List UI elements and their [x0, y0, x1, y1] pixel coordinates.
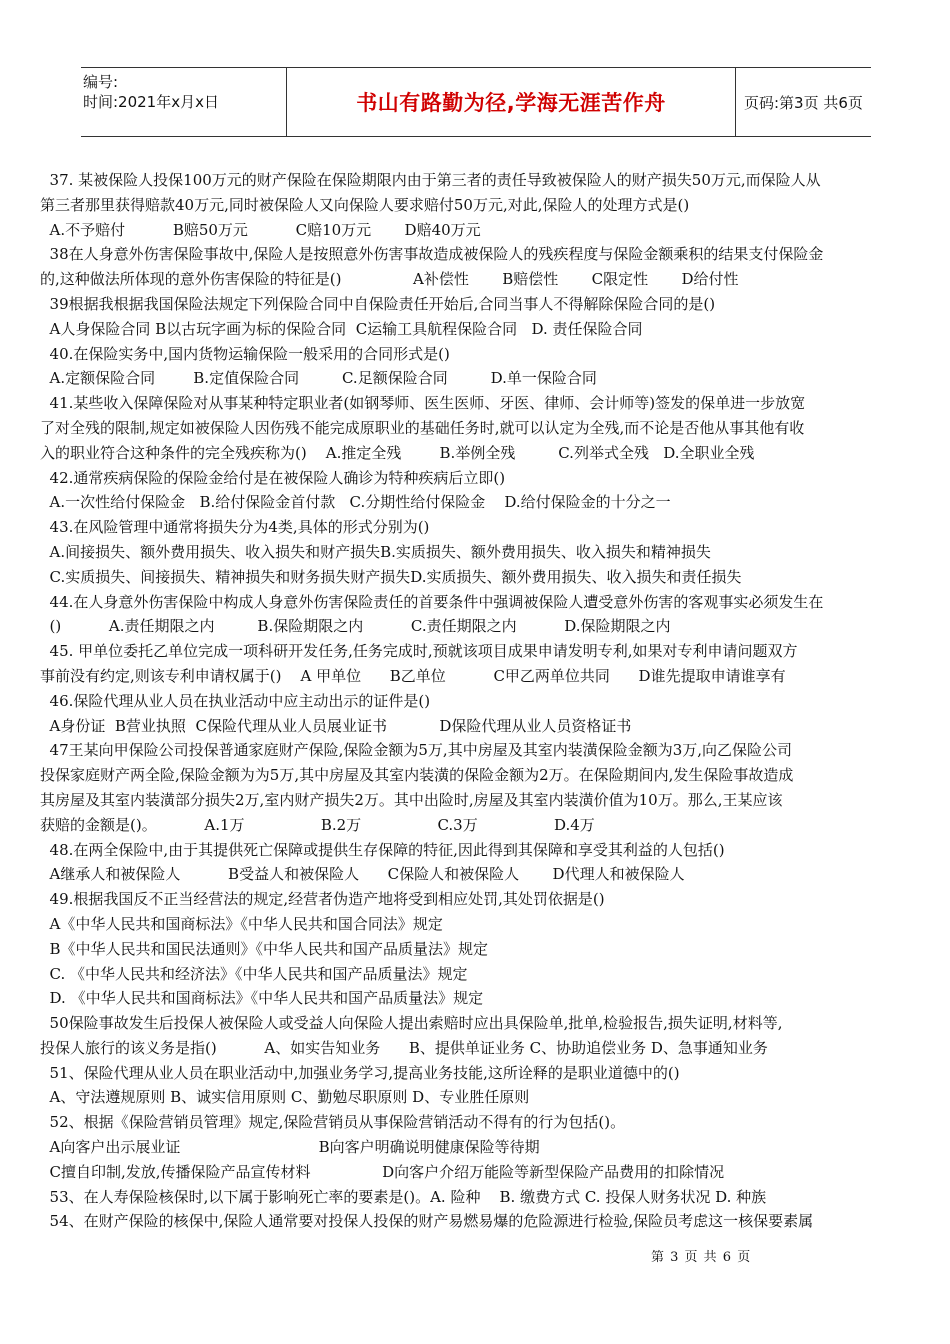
header-page-info	[736, 68, 871, 136]
text-line: 其房屋及其室内装潢部分损失2万,室内财产损失2万。其中出险时,房屋及其室内装潢价值为10万。那么,王某应该	[40, 790, 783, 809]
text-line: 45. 甲单位委托乙单位完成一项科研开发任务,任务完成时,预就该项目成果申请发明专利,如果对专利申请问题双方	[40, 642, 798, 661]
text-line: 的,这种做法所体现的意外伤害保险的特征是() A补偿性 B赔偿性 C限定性 D给付性	[40, 270, 739, 289]
text-line: 42.通常疾病保险的保险金给付是在被保险人确诊为特种疾病后立即()	[40, 468, 506, 487]
text-line: 39根据我根据我国保险法规定下列保险合同中自保险责任开始后,合同当事人不得解除保险合同的是()	[40, 294, 716, 313]
text-line: 事前没有约定,则该专利申请权属于() A 甲单位 B乙单位 C甲乙两单位共同 D谁先提取申请谁享有	[40, 666, 786, 685]
page-footer: 第 3 页 共 6 页	[651, 1250, 752, 1265]
text-line: A《中华人民共和国商标法》《中华人民共和国合同法》规定	[40, 914, 443, 933]
text-line: 47王某向甲保险公司投保普通家庭财产保险,保险金额为5万,其中房屋及其室内装潢保险金额为3万,向乙保险公司	[40, 741, 793, 760]
text-line: 投保人旅行的该义务是指() A、如实告知业务 B、提供单证业务 C、协助追偿业务 D、急事通知业务	[40, 1038, 768, 1057]
text-line: A.定额保险合同 B.定值保险合同 C.足额保险合同 D.单一保险合同	[40, 369, 597, 388]
text-line: 51、保险代理从业人员在职业活动中,加强业务学习,提高业务技能,这所诠释的是职业道德中的()	[40, 1063, 680, 1082]
text-line: A.间接损失、额外费用损失、收入损失和财产损失B.实质损失、额外费用损失、收入损失和精神损失	[40, 542, 711, 561]
page-header	[81, 67, 871, 137]
text-line: B《中华人民共和国民法通则》《中华人民共和国产品质量法》规定	[40, 939, 489, 958]
text-line: C擅自印制,发放,传播保险产品宣传材料 D向客户介绍万能险等新型保险产品费用的扣除情况	[40, 1162, 725, 1181]
text-line: 第三者那里获得赔款40万元,同时被保险人又向保险人要求赔付50万元,对此,保险人的处理方式是()	[40, 195, 690, 214]
text-line: 入的职业符合这种条件的完全残疾称为() A.推定全残 B.举例全残 C.列举式全残 D.全职业全残	[40, 443, 755, 462]
text-line: A.不予赔付 B赔50万元 C赔10万元 D赔40万元	[40, 220, 481, 239]
text-line: 52、根据《保险营销员管理》规定,保险营销员从事保险营销活动不得有的行为包括()。	[40, 1113, 626, 1132]
text-line: () A.责任期限之内 B.保险期限之内 C.责任期限之内 D.保险期限之内	[40, 617, 671, 636]
text-line: 获赔的金额是()。 A.1万 B.2万 C.3万 D.4万	[40, 815, 595, 834]
text-line: 54、在财产保险的核保中,保险人通常要对投保人投保的财产易燃易爆的危险源进行检验,保险员考虑这一核保要素属	[40, 1212, 814, 1231]
text-line: A身份证 B营业执照 C保险代理从业人员展业证书 D保险代理从业人员资格证书	[40, 716, 632, 735]
text-line: 了对全残的限制,规定如被保险人因伤残不能完成原职业的基础任务时,就可以认定为全残,而不论是否他从事其他有收	[40, 418, 805, 437]
text-line: 43.在风险管理中通常将损失分为4类,具体的形式分别为()	[40, 518, 430, 537]
text-line: 38在人身意外伤害保险事故中,保险人是按照意外伤害事故造成被保险人的残疾程度与保险金额乘积的结果支付保险金	[40, 245, 824, 264]
text-line: A、守法遵规原则 B、诚实信用原则 C、勤勉尽职原则 D、专业胜任原则	[40, 1088, 530, 1107]
text-line: 40.在保险实务中,国内货物运输保险一般采用的合同形式是()	[40, 344, 450, 363]
text-line: 投保家庭财产两全险,保险金额为为5万,其中房屋及其室内装潢的保险金额为2万。在保险期间内,发生保险事故造成	[40, 766, 794, 785]
text-line: A向客户出示展业证 B向客户明确说明健康保险等待期	[40, 1138, 540, 1157]
number-label: 编号:	[83, 73, 119, 91]
text-line: 50保险事故发生后投保人被保险人或受益人向保险人提出索赔时应出具保险单,批单,检验报告,损失证明,材料等,	[40, 1014, 783, 1033]
text-line: C. 《中华人民共和经济法》《中华人民共和国产品质量法》规定	[40, 964, 468, 983]
text-line: A继承人和被保险人 B受益人和被保险人 C保险人和被保险人 D代理人和被保险人	[40, 865, 685, 884]
page-info-text: 页码:第3页 共6页	[744, 93, 863, 112]
motto-text: 书山有路勤为径,学海无涯苦作舟	[356, 91, 666, 115]
document-body	[40, 168, 920, 1234]
text-line: 53、在人寿保险核保时,以下属于影响死亡率的要素是()。A. 险种 B. 缴费方式 C. 投保人财务状况 D. 种族	[40, 1187, 767, 1206]
text-line: A人身保险合同 B以古玩字画为标的保险合同 C运输工具航程保险合同 D. 责任保险合同	[40, 319, 643, 338]
time-label: 时间:2021年x月x日	[83, 93, 219, 111]
text-line: 46.保险代理从业人员在执业活动中应主动出示的证件是()	[40, 691, 431, 710]
text-line: D. 《中华人民共和国商标法》《中华人民共和国产品质量法》规定	[40, 989, 484, 1008]
text-line: 48.在两全保险中,由于其提供死亡保障或提供生存保障的特征,因此得到其保障和享受其利益的人包括()	[40, 840, 725, 859]
header-meta	[81, 68, 286, 136]
text-line: 37. 某被保险人投保100万元的财产保险在保险期限内由于第三者的责任导致被保险人的财产损失50万元,而保险人从	[40, 171, 821, 189]
text-line: 44.在人身意外伤害保险中构成人身意外伤害保险责任的首要条件中强调被保险人遭受意外伤害的客观事实必须发生在	[40, 592, 824, 611]
text-line: 41.某些收入保障保险对从事某种特定职业者(如钢琴师、医生医师、牙医、律师、会计师等)签发的保单进一步放宽	[40, 394, 806, 413]
text-line: 49.根据我国反不正当经营法的规定,经营者伪造产地将受到相应处罚,其处罚依据是()	[40, 890, 605, 909]
header-motto-cell	[286, 68, 736, 136]
text-line: C.实质损失、间接损失、精神损失和财务损失财产损失D.实质损失、额外费用损失、收入损失和责任损失	[40, 567, 742, 586]
text-line: A.一次性给付保险金 B.给付保险金首付款 C.分期性给付保险金 D.给付保险金的十分之一	[40, 493, 671, 512]
